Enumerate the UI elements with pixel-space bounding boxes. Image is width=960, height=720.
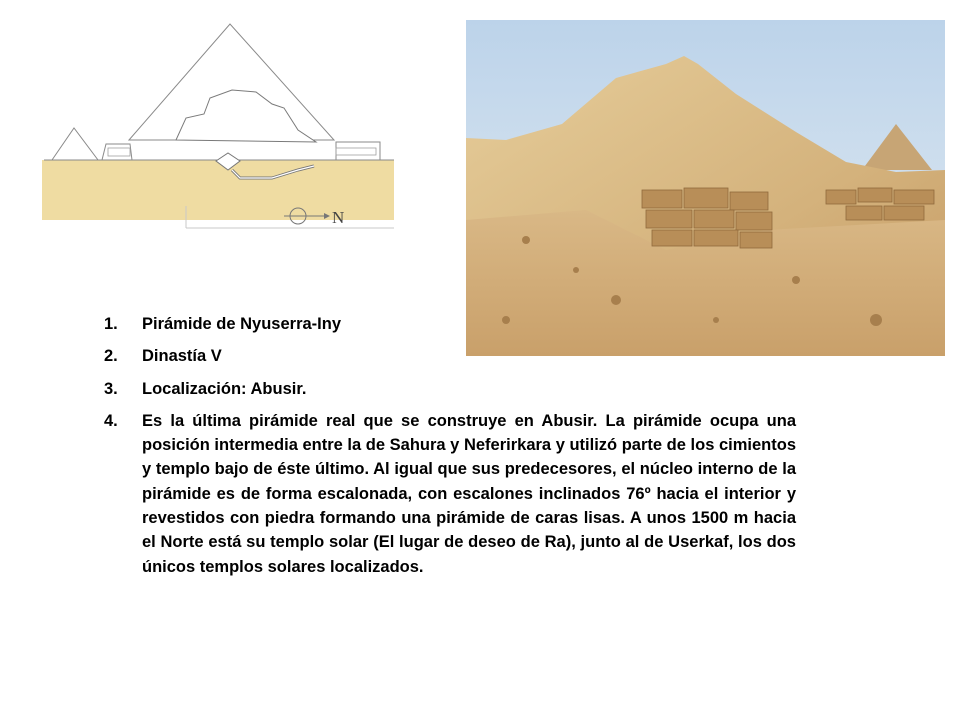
list-item [104, 344, 796, 368]
list-item-number: 2. [104, 347, 118, 366]
list-item [104, 377, 796, 401]
list-item-text: Pirámide de Nyuserra-Iny [142, 315, 341, 333]
list-item-number: 1. [104, 315, 118, 333]
cross-section-svg [36, 20, 404, 235]
list-item-text: Es la última pirámide real que se construye en Abusir. La pirámide ocupa una posición intermedia entre la de Sahura y Neferirkara y utilizó parte de los cimientos y templo bajo de éste último. Al igual que sus predecesores, el núcleo interno de la pirámide es de forma escalonada, con escalones inclinados 76º hacia el interior y revestidos con piedra formando una pirámide de caras lisas. A unos 1500 m hacia el Norte está su templo solar (El lugar de deseo de Ra), junto al de Userkaf, los dos únicos templos solares localizados. [142, 411, 796, 576]
pyramid-cross-section-diagram [36, 20, 404, 235]
hatched-blocks [108, 148, 130, 156]
info-list [104, 312, 796, 587]
list-item-number: 3. [104, 379, 118, 398]
small-pyramid [52, 128, 98, 160]
pyramid-photo [466, 20, 945, 356]
east-structure [336, 142, 380, 160]
pyramid-photo-svg [466, 20, 945, 356]
list-item-number: 4. [104, 411, 118, 430]
list-item [104, 409, 796, 579]
compass-label: N [332, 208, 345, 227]
list-item [104, 312, 796, 336]
hatched-blocks-2 [336, 148, 376, 155]
enclosure-walls [102, 144, 132, 160]
list-item-text: Localización: Abusir. [142, 379, 307, 398]
list-item-text: Dinastía V [142, 347, 222, 366]
